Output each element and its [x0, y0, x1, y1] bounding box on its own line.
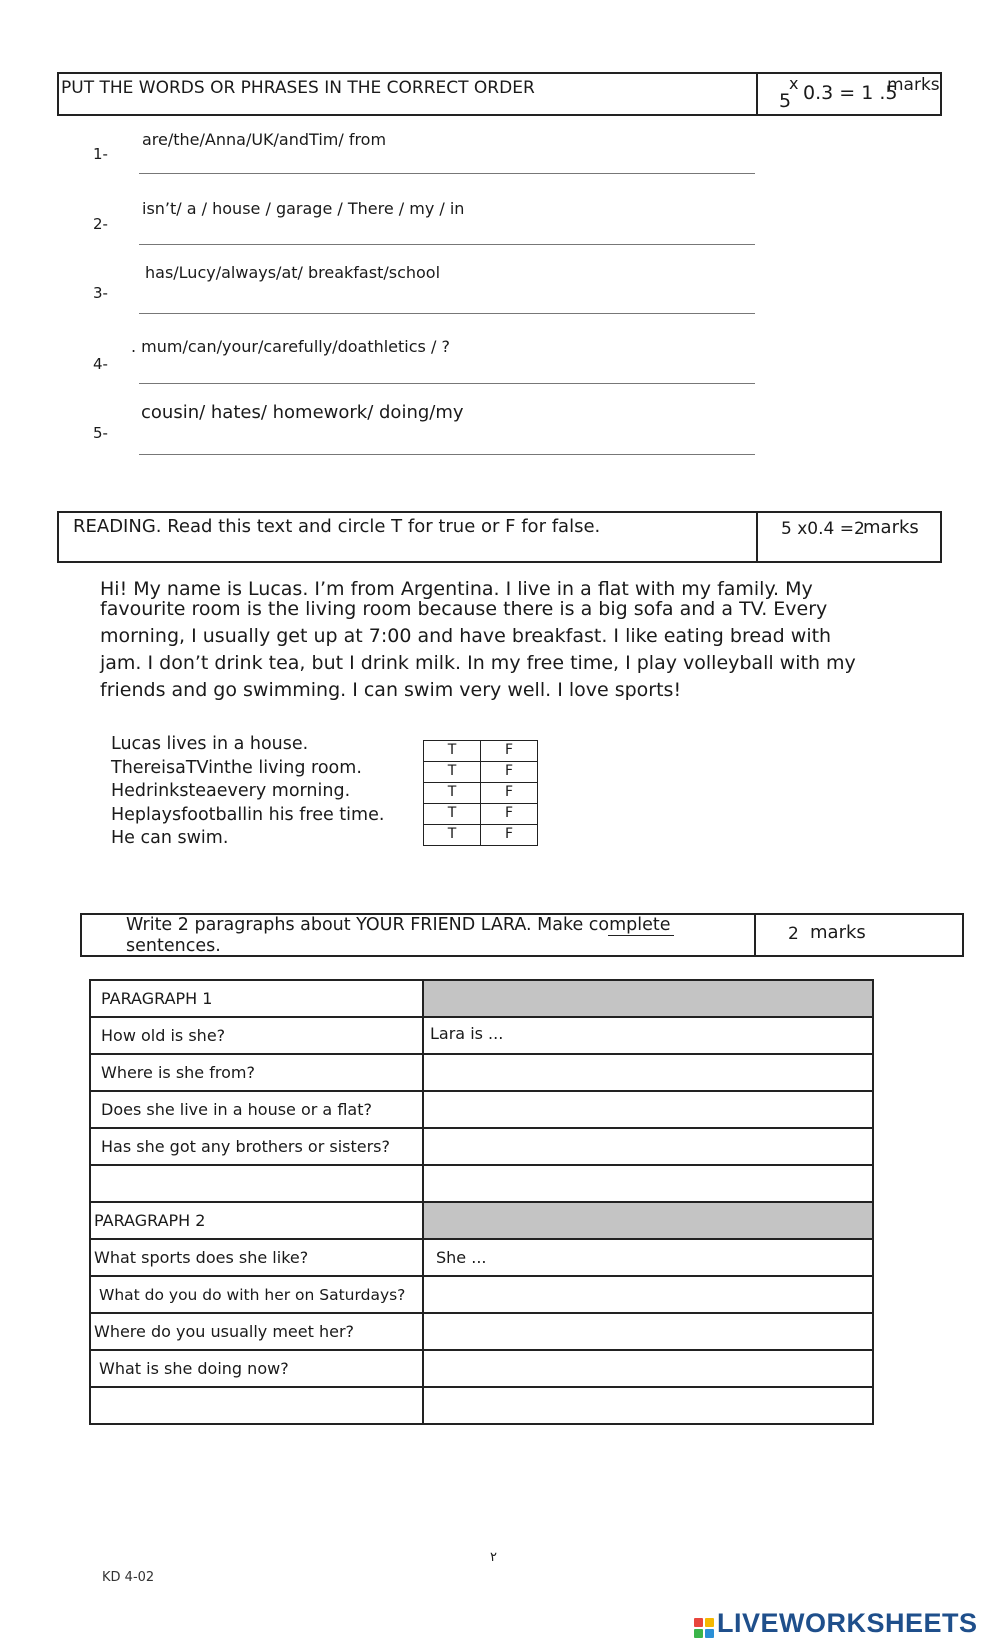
answer-line[interactable] — [139, 383, 755, 384]
answer-line[interactable] — [139, 244, 755, 245]
question-cell: How old is she? — [90, 1017, 423, 1054]
true-option[interactable]: T — [424, 783, 481, 804]
section3-header: Write 2 paragraphs about YOUR FRIEND LARA. Make complete sentences. 2 marks — [80, 913, 964, 957]
question-cell — [90, 1165, 423, 1202]
true-option[interactable]: T — [424, 804, 481, 825]
answer-line[interactable] — [139, 313, 755, 314]
table-row — [90, 1165, 873, 1202]
true-option[interactable]: T — [424, 741, 481, 762]
answer-cell[interactable] — [423, 1276, 873, 1313]
false-option[interactable]: F — [481, 741, 538, 762]
section1-score: 5 x 0.3 = 1 .5 marks — [779, 74, 940, 112]
answer-cell[interactable] — [423, 1165, 873, 1202]
question-cell: What sports does she like? — [90, 1239, 423, 1276]
statement: He can swim. — [111, 828, 229, 848]
statement: Heplaysfootballin his free time. — [111, 804, 385, 825]
table-row — [90, 1091, 873, 1128]
question-cell: Where do you usually meet her? — [90, 1313, 423, 1350]
false-option[interactable]: F — [481, 783, 538, 804]
reading-text: Hi! My name is Lucas. I’m from Argentina. I live in a flat with my family. My favourite room is the living room because there is a big sofa and a TV. Every morning, I usually get up at 7:00 and have breakfast. I like eating bread with jam. I don’t drink tea, but I drink milk. In my free time, I play volleyball with my friends and go swimming. I can swim very well. I love sports! — [100, 578, 856, 701]
section2-header: READING. Read this text and circle T for true or F for false. 5 x0.4 =2 marks — [57, 511, 942, 563]
paragraph2-title: PARAGRAPH 2 — [90, 1202, 423, 1239]
paragraph-table — [89, 979, 874, 1425]
question-cell: What is she doing now? — [90, 1350, 423, 1387]
liveworksheets-logo — [694, 1608, 978, 1639]
table-row — [90, 1128, 873, 1165]
underline-mark — [608, 935, 674, 936]
true-option[interactable]: T — [424, 825, 481, 846]
answer-line[interactable] — [139, 454, 755, 455]
table-row — [90, 1017, 873, 1054]
false-option[interactable]: F — [481, 825, 538, 846]
scrambled-phrase: . mum/can/your/carefully/doathletics / ? — [131, 337, 450, 356]
question-cell: Where is she from? — [90, 1054, 423, 1091]
true-false-grid — [423, 740, 538, 846]
table-row — [90, 1239, 873, 1276]
answer-cell[interactable] — [423, 1054, 873, 1091]
section3-title: Write 2 paragraphs about YOUR FRIEND LARA. Make complete — [126, 915, 671, 935]
table-row — [90, 1387, 873, 1424]
document-code: KD 4-02 — [102, 1570, 155, 1585]
page-number: ٢ — [490, 1550, 497, 1565]
answer-cell[interactable]: Lara is ... — [423, 1017, 873, 1054]
section1-title: PUT THE WORDS OR PHRASES IN THE CORRECT ORDER — [61, 78, 535, 98]
shaded-cell — [423, 980, 873, 1017]
table-row — [90, 1276, 873, 1313]
statement: Lucas lives in a house. — [111, 734, 309, 754]
answer-line[interactable] — [139, 173, 755, 174]
table-row — [90, 1054, 873, 1091]
answer-cell[interactable] — [423, 1350, 873, 1387]
section2-score: 5 x0.4 =2 — [781, 519, 865, 539]
section1-header — [57, 72, 942, 116]
false-option[interactable]: F — [481, 762, 538, 783]
false-option[interactable]: F — [481, 804, 538, 825]
table-row — [90, 1350, 873, 1387]
shaded-cell — [423, 1202, 873, 1239]
table-row — [90, 1313, 873, 1350]
true-option[interactable]: T — [424, 762, 481, 783]
brand-name: LIVEWORKSHEETS — [717, 1608, 978, 1638]
paragraph1-title: PARAGRAPH 1 — [90, 980, 423, 1017]
statement: Hedrinksteaevery morning. — [111, 781, 351, 801]
scrambled-phrase: are/the/Anna/UK/andTim/ from — [142, 130, 387, 149]
answer-cell[interactable] — [423, 1128, 873, 1165]
question-cell: Does she live in a house or a flat? — [90, 1091, 423, 1128]
table-row — [90, 980, 873, 1017]
statement-list — [111, 733, 384, 851]
scrambled-phrase: cousin/ hates/ homework/ doing/my — [141, 402, 464, 423]
logo-tiles-icon — [694, 1618, 714, 1638]
answer-cell[interactable] — [423, 1091, 873, 1128]
section3-score: 2 — [788, 924, 799, 944]
question-cell — [90, 1387, 423, 1424]
scrambled-phrase: has/Lucy/always/at/ breakfast/school — [145, 263, 441, 282]
scrambled-phrase: isn’t/ a / house / garage / There / my / in — [142, 199, 465, 218]
answer-cell[interactable] — [423, 1387, 873, 1424]
answer-cell[interactable]: She ... — [423, 1239, 873, 1276]
question-cell: Has she got any brothers or sisters? — [90, 1128, 423, 1165]
statement: ThereisaTVinthe living room. — [111, 757, 362, 778]
question-cell: What do you do with her on Saturdays? — [90, 1276, 423, 1313]
answer-cell[interactable] — [423, 1313, 873, 1350]
section2-title: READING. Read this text and circle T for true or F for false. — [73, 516, 601, 537]
table-row — [90, 1202, 873, 1239]
